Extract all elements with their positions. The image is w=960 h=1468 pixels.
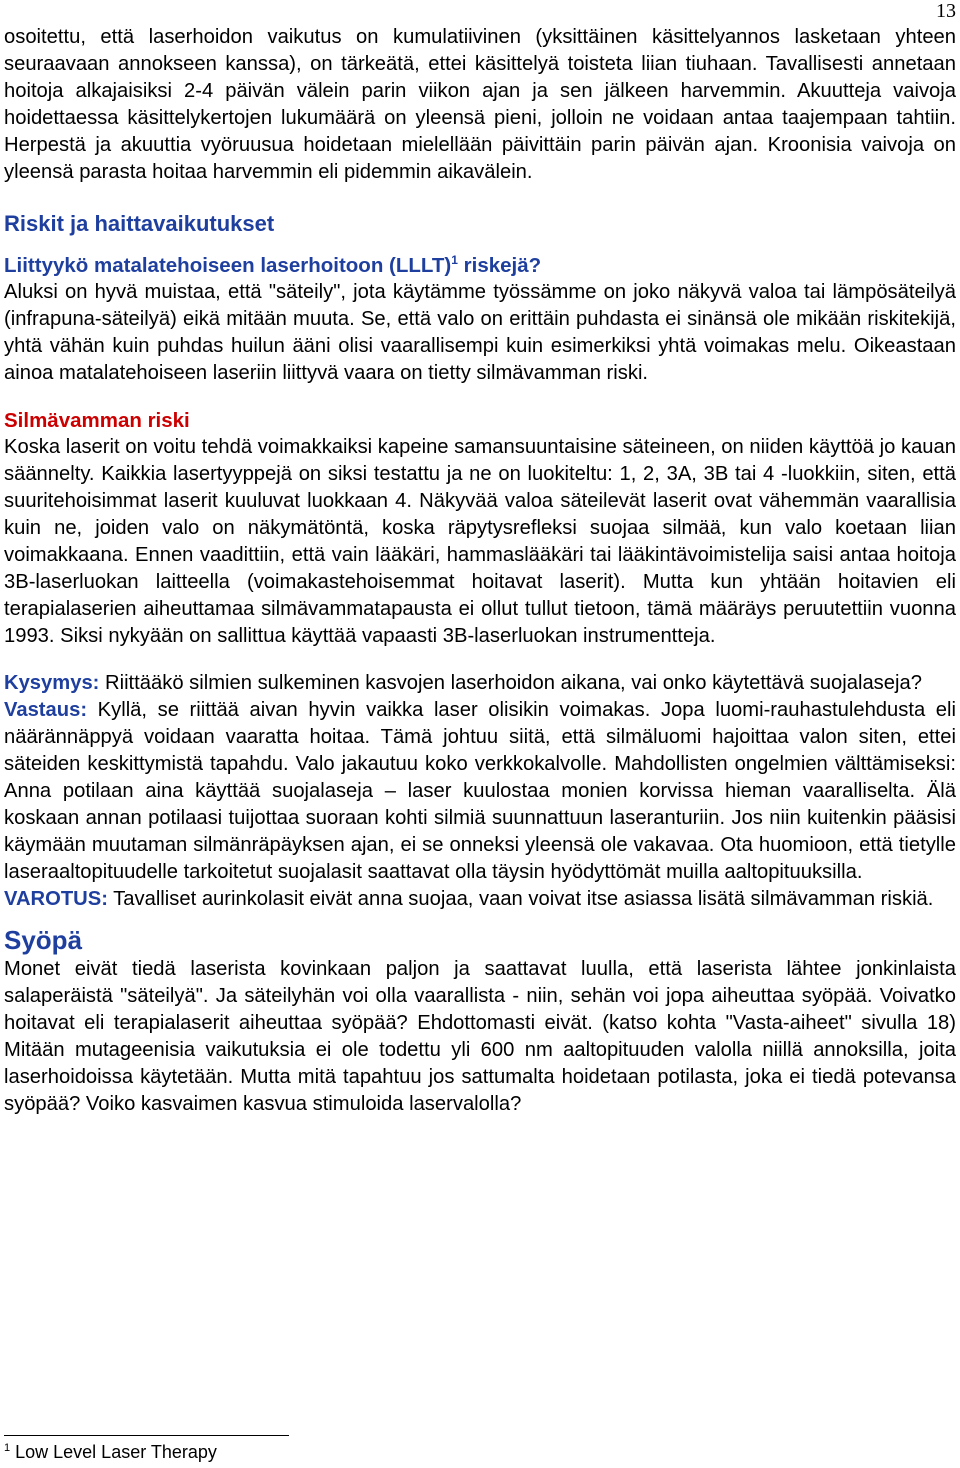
page-body: [4, 24, 956, 1118]
warning-label: VAROTUS:: [4, 888, 108, 910]
footnote-mark: 1: [4, 1442, 11, 1454]
heading-risks: Riskit ja haittavaikutukset: [4, 211, 275, 236]
lllt-question-end: riskejä?: [457, 254, 542, 277]
lllt-question-text: Liittyykö matalatehoiseen laserhoitoon (LLLT): [4, 254, 452, 277]
paragraph-radiation: Aluksi on hyvä muistaa, että "säteily", jota käytämme työssämme on joko näkyvä valoa tai lämpösäteilyä (infrapuna-säteilyä) eikä mitään muuta. Se, että valo on erittäin puhdasta ei sinänsä ole mikään riskitekijä, yhtä vähän kuin puhdas huilun ääni olisi vaarallisempi kuin esimerkiksi yhtä voimakas melu. Oikeastaan ainoa matalatehoiseen laseriin liittyvä vaara on tietty silmävamman riski.: [4, 281, 956, 384]
answer-block: [4, 697, 956, 886]
question-label: Kysymys:: [4, 672, 100, 694]
footnote-ref[interactable]: 1: [451, 253, 458, 268]
answer-text: Kyllä, se riittää aivan hyvin vaikka laser olisikin voimakas. Jopa luomi-rauhastulehdusta eli näärännäppyä voidaan vaaratta hoitaa. Tämä johtuu siitä, että silmäluomi hajoittaa valon siten, ettei säteiden keskittymistä tapahdu. Valo jakautuu koko verkkokalvolle. Mahdollisten ongelmien välttämiseksi: Anna potilaan aina käyttää suojalaseja – laser kuulostaa monien korvissa hieman vaaralliselta. Älä koskaan annan potilaasi tuijottaa suoraan kohti silmiä suunnattuun laseranturiin. Jos niin kuitenkin pääsisi käymään muutaman silmänräpäyksen ajan, ei se onneksi yleensä ole vakavaa. Ota huomioon, että tietylle laseraaltopituudelle tarkoitetut suojalasit saattavat olla täysin hyödyttömät muilla aaltopituuksilla.: [4, 699, 956, 883]
paragraph-treatment-frequency: osoitettu, että laserhoidon vaikutus on kumulatiivinen (yksittäinen käsittelyannos lasketaan yhteen seuraavaan annokseen kanssa), on tärkeätä, ettei käsittelyä toisteta liian tiuhaan. Tavallisesti annetaan hoitoja alkajaisiksi 2-4 päivän välein parin viikon ajan ja sen jälkeen harvemmin. Akuutteja vaivoja hoidettaessa käsittelykertojen lukumäärä on yleensä pieni, jolloin ne voidaan antaa taajempaan tahtiin. Herpestä ja akuuttia vyöruusua hoidetaan mielellään päivittäin parin päivän ajan. Kroonisia vaivoja on yleensä parasta hoitaa harvemmin eli pidemmin aikavälein.: [4, 26, 956, 183]
page-number: 13: [936, 0, 956, 22]
footnote-text: Low Level Laser Therapy: [10, 1442, 217, 1462]
subheading-lllt-question: [4, 252, 956, 279]
heading-eye-injury-risk: Silmävamman riski: [4, 409, 190, 432]
heading-cancer: Syöpä: [4, 925, 83, 955]
answer-label: Vastaus:: [4, 699, 88, 721]
footnote: [4, 1440, 217, 1464]
question-text: Riittääkö silmien sulkeminen kasvojen laserhoidon aikana, vai onko käytettävä suojalaseja?: [99, 672, 922, 694]
warning-text: Tavalliset aurinkolasit eivät anna suojaa, vaan voivat itse asiassa lisätä silmävamman riskiä.: [107, 888, 934, 910]
footnote-divider: [4, 1435, 289, 1436]
paragraph-laser-classes: Koska laserit on voitu tehdä voimakkaiksi kapeine samansuuntaisine säteineen, on niiden käyttöä jo kauan säännelty. Kaikkia lasertyyppejä on siksi testattu ja ne on luokiteltu: 1, 2, 3A, 3B tai 4 -luokkiin, siten, että suuritehoisimmat laserit kuuluvat luokkaan 4. Näkyvää valoa säteilevät laserit ovat vähemmän vaarallisia kuin ne, joiden valo on näkymätöntä, koska räpytysrefleksi suojaa silmää, kun valo koetaan liian voimakkaana. Ennen vaadittiin, että vain lääkäri, hammaslääkäri tai lääkintävoimistelija saisi antaa hoitoja 3B-laserluokan laitteella (voimakastehoisemmat hoitavat laserit). Mutta kun yhtään hoitavien eli terapialaserien aiheuttamaa silmävammatapausta ei ollut tullut tietoon, tämä määräys peruutettiin vuonna 1993. Siksi nykyään on sallittua käyttää vapaasti 3B-laserluokan instrumentteja.: [4, 436, 956, 647]
paragraph-cancer: Monet eivät tiedä laserista kovinkaan paljon ja saattavat luulla, että laserista lähtee jonkinlaista salaperäistä "säteilyä". Ja säteilyhän voi olla vaarallista - niin, sehän voi jopa aiheuttaa syöpää. Voivatko hoitavat eli terapialaserit aiheuttaa syöpää? Ehdottomasti eivät. (katso kohta "Vasta-aiheet" sivulla 18) Mitään mutageenisia vaikutuksia ei ole todettu yli 600 nm aaltopituuden valolla niillä annoksilla, joita laserhoidoissa käytetään. Mutta mitä tapahtuu jos sattumalta hoidetaan potilasta, joka ei tiedä potevansa syöpää? Voiko kasvaimen kasvua stimuloida laservalolla?: [4, 958, 956, 1115]
warning-block: [4, 886, 956, 913]
question-block: [4, 670, 956, 697]
